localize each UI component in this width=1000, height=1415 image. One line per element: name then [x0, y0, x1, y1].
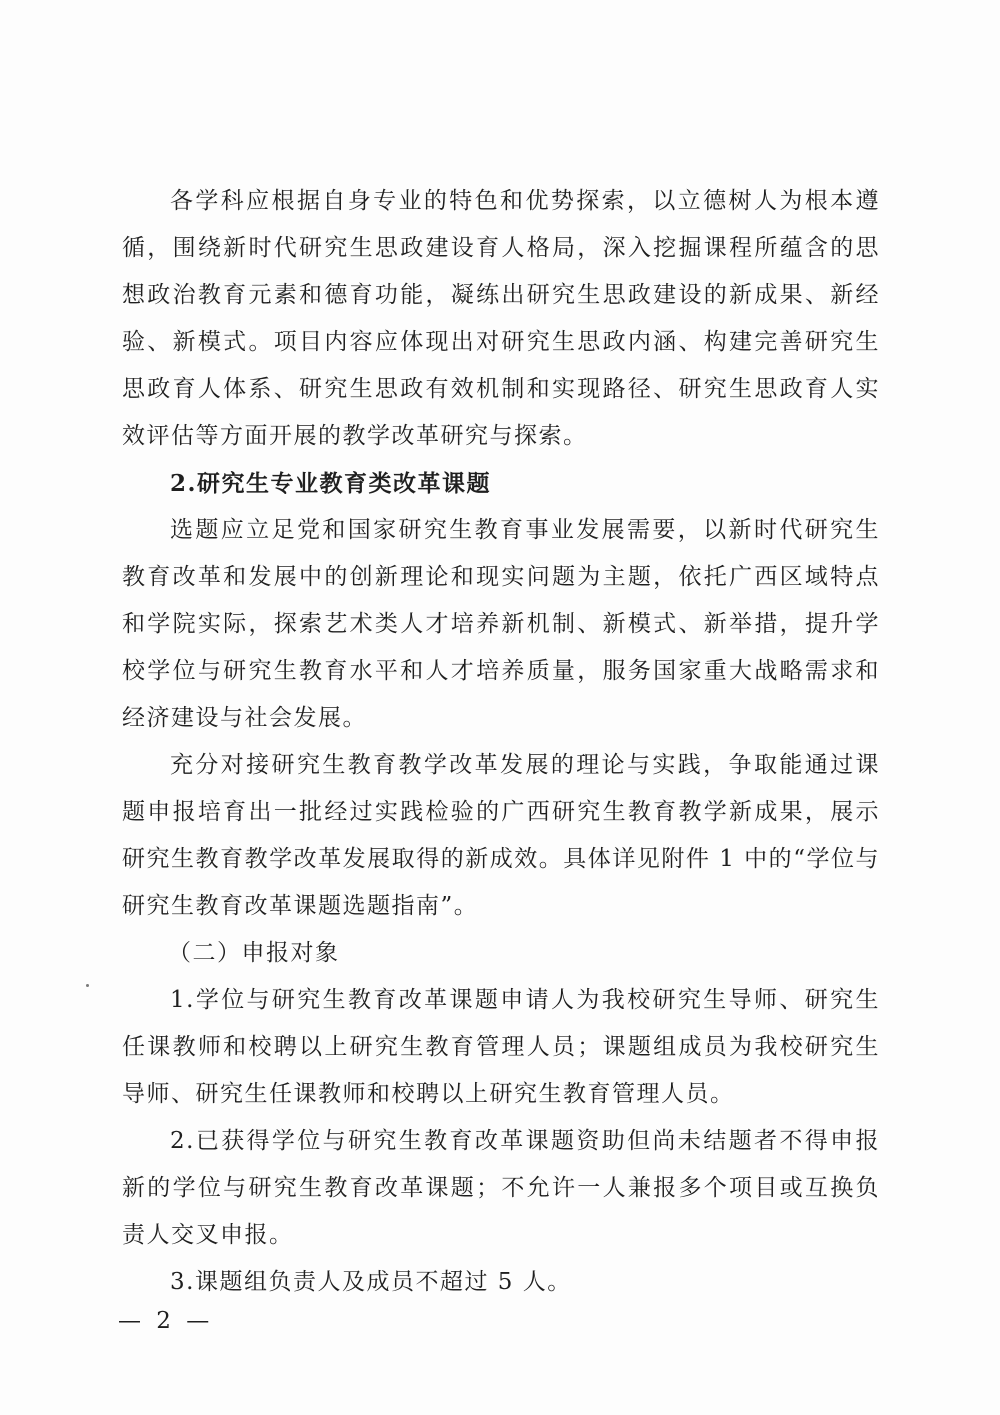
- heading-professional-education-topics: 2.研究生专业教育类改革课题: [170, 470, 492, 497]
- section-heading-applicants: （二）申报对象: [168, 940, 340, 966]
- paragraph-applicant-rule-1: 1.学位与研究生教育改革课题申请人为我校研究生导师、研究生任课教师和校聘以上研究生教育管理人员；课题组成员为我校研究生导师、研究生任课教师和校聘以上研究生教育管理人员。: [122, 987, 880, 1107]
- document-body: [122, 178, 880, 1306]
- paragraph-ideology-exploration: 各学科应根据自身专业的特色和优势探索，以立德树人为根本遵循，围绕新时代研究生思政建设育人格局，深入挖掘课程所蕴含的思想政治教育元素和德育功能，凝练出研究生思政建设的新成果、新经验、新模式。项目内容应体现出对研究生思政内涵、构建完善研究生思政育人体系、研究生思政有效机制和实现路径、研究生思政育人实效评估等方面开展的教学改革研究与探索。: [122, 188, 880, 449]
- scan-speck: [86, 984, 89, 987]
- paragraph-teaching-reform: 充分对接研究生教育教学改革发展的理论与实践，争取能通过课题申报培育出一批经过实践检验的广西研究生教育教学新成果，展示研究生教育教学改革发展取得的新成效。具体详见附件 1 中的“学位与研究生教育改革课题选题指南”。: [122, 752, 880, 919]
- paragraph-applicant-rule-3: 3.课题组负责人及成员不超过 5 人。: [170, 1269, 572, 1295]
- paragraph-topic-selection: 选题应立足党和国家研究生教育事业发展需要，以新时代研究生教育改革和发展中的创新理论和现实问题为主题，依托广西区域特点和学院实际，探索艺术类人才培养新机制、新模式、新举措，提升学校学位与研究生教育水平和人才培养质量，服务国家重大战略需求和经济建设与社会发展。: [122, 517, 880, 731]
- paragraph-applicant-rule-2: 2.已获得学位与研究生教育改革课题资助但尚未结题者不得申报新的学位与研究生教育改革课题；不允许一人兼报多个项目或互换负责人交叉申报。: [122, 1128, 880, 1248]
- page-number: — 2 —: [118, 1308, 214, 1334]
